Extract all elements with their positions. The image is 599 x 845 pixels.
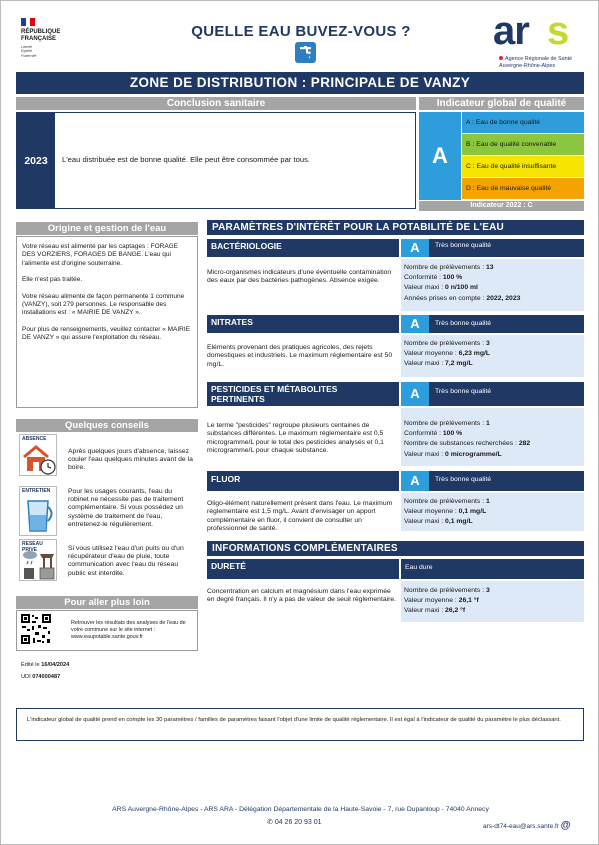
phone-icon: ✆ xyxy=(267,819,273,826)
fluor-desc: Oligo-élément naturellement présent dans l'eau. Le maximum réglementaire est 1,5 mg/L. Avant d'envisager un apport complémentaire en fluor, il convient de consulter un professionnel de santé. xyxy=(207,500,393,533)
fluor-quality: Très bonne qualité xyxy=(429,471,584,491)
origin-p4: Pour plus de renseignements, veuillez contacter « MAIRIE DE VANZY » qui assure l'exploitation du réseau. xyxy=(22,325,191,342)
conseil-reseau-prive-text: Si vous utilisez l'eau d'un puits ou d'un récupérateur d'eau de pluie, toute communication avec l'eau du réseau public est interdite. xyxy=(68,545,184,577)
nitrates-quality: Très bonne qualité xyxy=(429,315,584,333)
conseil-absence xyxy=(16,434,198,482)
legend-c: C : Eau de qualité insuffisante xyxy=(462,156,584,177)
origin-p3: Votre réseau alimente de façon permanente 1 commune (VANZY), soit 279 personnes. Le responsable des installations est : « MAIRIE DE VANZY ». xyxy=(22,292,185,317)
pesticides-title: PESTICIDES ET MÉTABOLITES PERTINENTS xyxy=(207,382,399,406)
nitrates-grade: A xyxy=(401,315,429,333)
conseil-entretien-text: Pour les usages courants, l'eau du robinet ne nécessite pas de traitement complémentaire. Si vous possédez un système de traitement de l'eau, entretenez-le régulièrement. xyxy=(68,488,184,528)
republique-francaise-logo: RÉPUBLIQUE FRANÇAISE xyxy=(21,29,61,42)
udi-code: UDI 074000487 xyxy=(21,674,61,680)
durete-desc: Concentration en calcium et magnésium dans l'eau exprimée en degré français. Il n'y a pas de valeur de seuil réglementaire. xyxy=(207,588,397,604)
conclusion-year: 2023 xyxy=(17,113,55,208)
bacterio-grade: A xyxy=(401,239,429,257)
indicator-grade: A xyxy=(419,112,461,200)
params-heading: PARAMÈTRES D'INTÉRÊT POUR LA POTABILITÉ DE L'EAU xyxy=(207,220,584,235)
bacterio-values: Nombre de prélèvements : 13 Conformité : 100 % Valeur maxi : 0 n/100 ml Années prises en compte : 2022, 2023 xyxy=(401,259,584,311)
fluor-grade: A xyxy=(401,471,429,491)
edit-date: Édité le 16/04/2024 xyxy=(21,662,70,668)
origin-heading: Origine et gestion de l'eau xyxy=(16,222,198,235)
ars-logo: ar s Agence Régionale de Santé Auvergne-Rhône-Alpes xyxy=(493,9,573,69)
well-rain-icon: RESEAU PRIVE xyxy=(19,539,57,581)
house-clock-icon: ABSENCE xyxy=(19,434,57,476)
infos-heading: INFORMATIONS COMPLÉMENTAIRES xyxy=(207,541,584,556)
conseil-absence-text: Après quelques jours d'absence, laissez couler l'eau quelques minutes avant de la boire. xyxy=(68,448,193,472)
qr-code-icon[interactable] xyxy=(20,613,52,645)
bacterio-desc: Micro-organismes indicateurs d'une éventuelle contamination des eaux par des bactéries pathogènes. Absence exigée. xyxy=(207,269,392,285)
bacterio-title: BACTÉRIOLOGIE xyxy=(207,239,399,257)
conseil-reseau-prive xyxy=(16,541,198,587)
plus-loin-heading: Pour aller plus loin xyxy=(16,596,198,609)
durete-values: Nombre de prélèvements : 3 Valeur moyenne : 26,1 °f Valeur maxi : 26,2 °f xyxy=(401,581,584,622)
nitrates-title: NITRATES xyxy=(207,315,399,333)
durete-title: DURETÉ xyxy=(207,559,399,579)
indicator-heading: Indicateur global de qualité xyxy=(419,97,584,110)
pesticides-values: Nombre de prélèvements : 1 Conformité : 100 % Nombre de substances recherchées : 282 Valeur maxi : 0 microgramme/L xyxy=(401,408,584,466)
plus-loin-text[interactable]: Retrouver les résultats des analyses de l'eau de votre commune sur le site internet : www.eaupotable.sante.gouv.fr xyxy=(71,620,186,640)
legend-a: A : Eau de bonne qualité xyxy=(462,112,584,133)
indicator-note: L'indicateur global de qualité prend en compte les 30 paramètres / familles de paramètres faisant l'objet d'une limite de qualité réglementaire. Il est égal à l'indicateur de qualité du paramètre le plus déclassant. xyxy=(16,708,584,741)
legend-d: D : Eau de mauvaise qualité xyxy=(462,178,584,199)
durete-quality: Eau dure xyxy=(401,559,584,579)
pesticides-desc: Le terme "pesticides" regroupe plusieurs centaines de substances différentes. Le maximum réglementaire est 0,5 microgramme/L pour le total des pesticides analysés et 0,1 microgramme/L pour chaque substance. xyxy=(207,422,384,455)
origin-p1: Votre réseau est alimenté par les captages : FORAGE DES VORZIERS, FORAGES DE BANGE. L'eau qui l'alimente est d'origine souterraine. xyxy=(22,243,179,267)
fluor-values: Nombre de prélèvements : 1 Valeur moyenne : 0,1 mg/L Valeur maxi : 0,1 mg/L xyxy=(401,493,584,531)
nitrates-values: Nombre de prélèvements : 3 Valeur moyenne : 6,23 mg/L Valeur maxi : 7,2 mg/L xyxy=(401,335,584,377)
conseils-heading: Quelques conseils xyxy=(16,419,198,432)
legend-b: B : Eau de qualité convenable xyxy=(462,134,584,155)
footer-phone[interactable]: ✆ 04 26 20 93 01 xyxy=(267,819,322,826)
zone-title: ZONE DE DISTRIBUTION : PRINCIPALE DE VANZY xyxy=(16,72,584,94)
footer-address: ARS Auvergne-Rhône-Alpes - ARS ARA - Délégation Départementale de la Haute-Savoie - 7, rue Dupanloup - 74040 Annecy xyxy=(112,806,489,813)
conseil-entretien xyxy=(16,486,198,538)
french-flag-icon xyxy=(21,18,35,26)
origin-p2: Elle n'est pas traitée. xyxy=(22,276,83,284)
fluor-title: FLUOR xyxy=(207,471,399,491)
conclusion-text: L'eau distribuée est de bonne qualité. Elle peut être consommée par tous. xyxy=(62,155,310,164)
page-title: QUELLE EAU BUVEZ-VOUS ? xyxy=(191,23,411,40)
water-filter-jug-icon: ENTRETIEN xyxy=(19,486,57,536)
conclusion-heading: Conclusion sanitaire xyxy=(16,97,416,110)
footer-email[interactable]: ars-dt74-eau@ars.sante.fr @ xyxy=(483,820,571,831)
bacterio-quality: Très bonne qualité xyxy=(429,239,584,257)
nitrates-desc: Eléments provenant des pratiques agricoles, des rejets domestiques et industriels. Le maximum réglementaire est 50 mg/L. xyxy=(207,344,393,368)
indicator-previous: Indicateur 2022 : C xyxy=(419,201,584,211)
at-icon: @ xyxy=(560,820,571,831)
origin-box xyxy=(16,236,198,408)
conclusion-box xyxy=(16,112,416,209)
pesticides-quality: Très bonne qualité xyxy=(429,382,584,406)
faucet-icon xyxy=(295,42,316,63)
motto: Liberté Égalité Fraternité xyxy=(21,45,37,58)
pesticides-grade: A xyxy=(401,382,429,406)
